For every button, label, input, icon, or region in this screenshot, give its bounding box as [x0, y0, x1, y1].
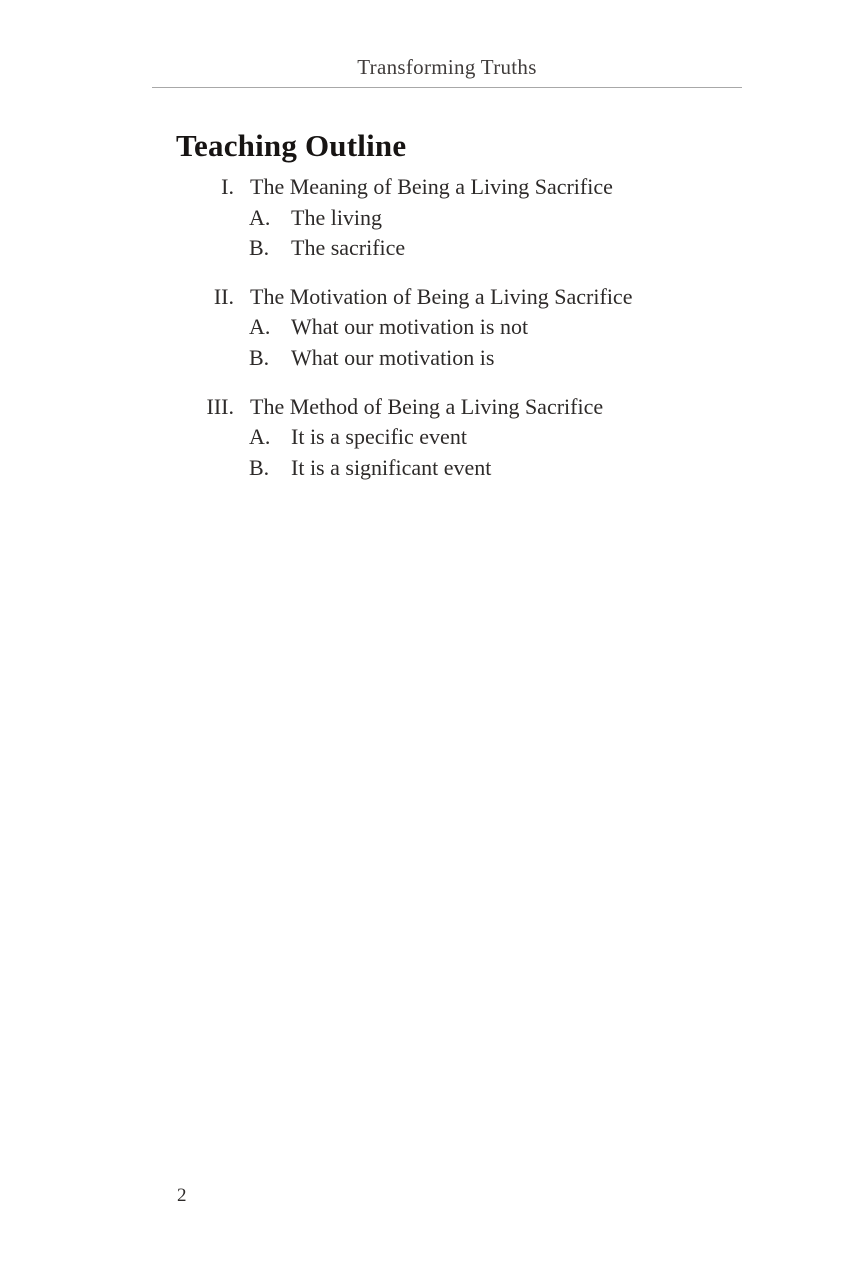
outline-heading	[176, 172, 776, 203]
header-rule	[152, 87, 742, 88]
outline-item	[249, 422, 776, 453]
page-number: 2	[177, 1185, 187, 1206]
outline-item-text: It is a specific event	[291, 424, 467, 450]
outline-group-3	[176, 392, 776, 484]
outline-letter: A.	[249, 424, 271, 450]
outline-group-2	[176, 282, 776, 374]
outline-heading	[176, 282, 776, 313]
outline-letter: B.	[249, 235, 270, 261]
outline-letter: B.	[249, 454, 270, 480]
outline-item	[249, 203, 776, 234]
outline-item-text: What our motivation is not	[291, 314, 529, 340]
outline-heading	[176, 392, 776, 423]
outline-item-text: It is a significant event	[291, 454, 492, 480]
teaching-outline	[176, 172, 776, 501]
outline-item-text: The sacrifice	[291, 235, 406, 261]
outline-heading-text: The Method of Being a Living Sacrifice	[250, 393, 604, 419]
outline-numeral: III.	[206, 393, 234, 419]
running-header: Transforming Truths	[357, 55, 537, 79]
outline-group-1	[176, 172, 776, 264]
outline-item-text: The living	[291, 204, 383, 230]
outline-letter: B.	[249, 344, 270, 370]
page-title: Teaching Outline	[176, 128, 407, 163]
outline-numeral: I.	[221, 174, 234, 199]
outline-item	[249, 312, 776, 343]
outline-heading-text: The Meaning of Being a Living Sacrifice	[250, 174, 613, 199]
outline-item	[249, 233, 776, 264]
outline-heading-text: The Motivation of Being a Living Sacrifice	[250, 283, 633, 309]
outline-letter: A.	[249, 204, 271, 230]
outline-item	[249, 453, 776, 484]
outline-numeral: II.	[213, 283, 234, 309]
outline-item	[249, 343, 776, 374]
outline-letter: A.	[249, 314, 271, 340]
outline-item-text: What our motivation is	[291, 344, 495, 370]
